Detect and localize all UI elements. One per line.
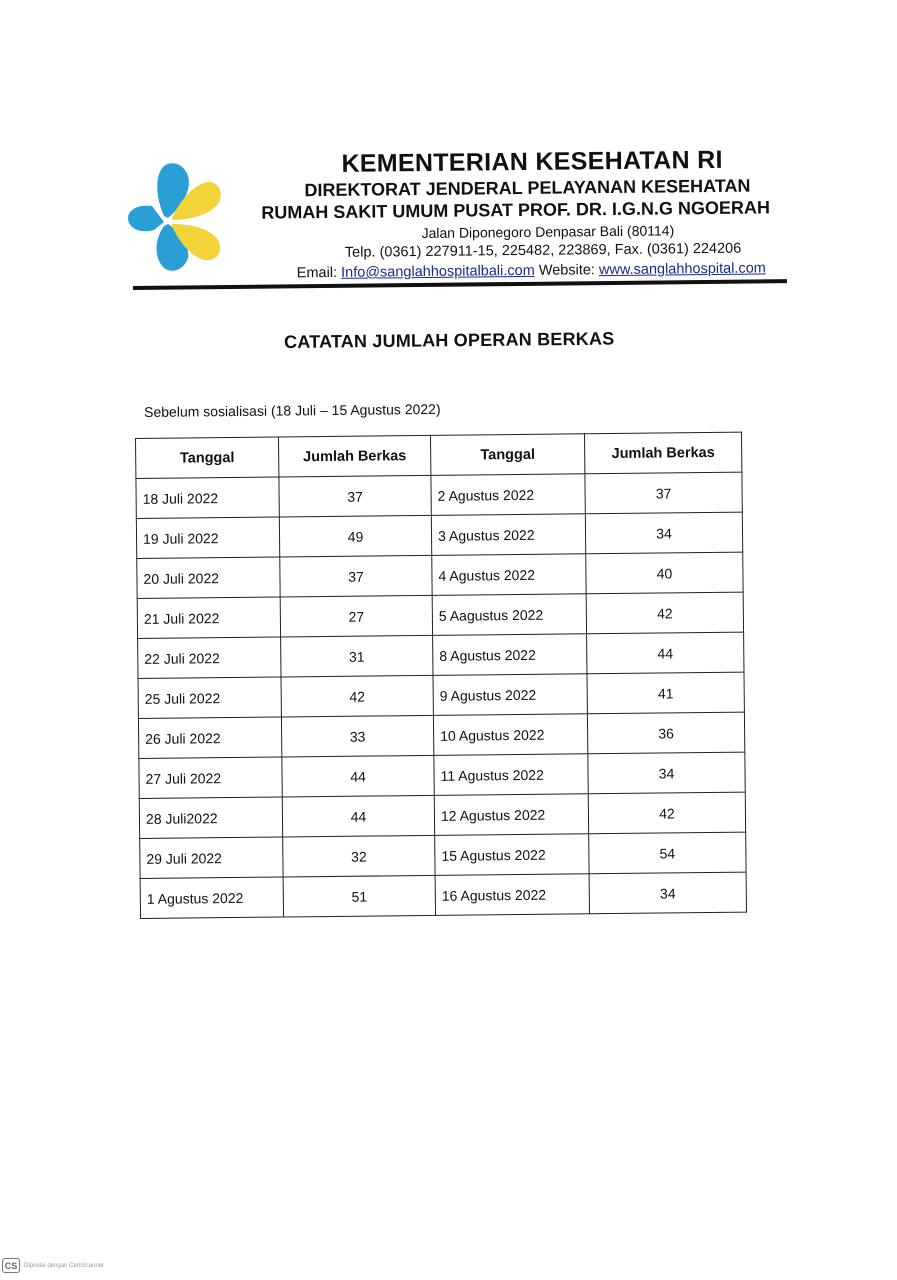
- hospital-phone: Telp. (0361) 227911-15, 225482, 223869, Fax. (0361) 224206: [344, 240, 742, 261]
- table-body: [136, 472, 747, 918]
- row-date-2: 15 Agustus 2022: [435, 834, 589, 876]
- table-header-row: [136, 432, 742, 478]
- header-date-2: Tanggal: [430, 434, 584, 476]
- records-table: [135, 432, 747, 919]
- row-count-1: 49: [279, 515, 431, 557]
- ministry-logo-icon: [124, 158, 228, 274]
- row-count-2: 34: [589, 872, 746, 914]
- table-row: [139, 792, 745, 838]
- row-count-2: 37: [585, 472, 742, 514]
- header-count-1: Jumlah Berkas: [278, 435, 430, 477]
- hospital-name: RUMAH SAKIT UMUM PUSAT PROF. DR. I.G.N.G NGOERAH: [261, 197, 771, 223]
- row-date-2: 16 Agustus 2022: [435, 874, 589, 916]
- row-date-1: 21 Juli 2022: [137, 597, 280, 638]
- row-count-2: 42: [586, 592, 743, 634]
- scanner-badge: CS: [2, 1258, 20, 1273]
- row-count-2: 44: [587, 632, 744, 674]
- row-count-2: 42: [588, 792, 745, 834]
- letterhead: [232, 144, 793, 284]
- row-date-2: 4 Agustus 2022: [432, 554, 586, 596]
- row-count-2: 40: [586, 552, 743, 594]
- scanner-text: Dipindai dengan CamScanner: [24, 1262, 105, 1269]
- row-date-1: 1 Agustus 2022: [140, 877, 283, 918]
- row-count-1: 37: [279, 475, 431, 517]
- row-date-1: 20 Juli 2022: [137, 557, 280, 598]
- row-date-1: 27 Juli 2022: [139, 757, 282, 798]
- row-date-2: 3 Agustus 2022: [431, 514, 585, 556]
- header-date-1: Tanggal: [136, 437, 279, 478]
- row-date-1: 28 Juli2022: [139, 797, 282, 838]
- document-title: CATATAN JUMLAH OPERAN BERKAS: [284, 328, 615, 352]
- website-label: Website:: [538, 262, 596, 279]
- table-row: [136, 472, 742, 518]
- hospital-address: Jalan Diponegoro Denpasar Bali (80114): [421, 222, 675, 242]
- period-caption: Sebelum sosialisasi (18 Juli – 15 Agustus 2022): [144, 400, 441, 420]
- header-count-2: Jumlah Berkas: [584, 432, 741, 474]
- row-count-2: 34: [588, 752, 745, 794]
- row-date-2: 8 Agustus 2022: [433, 634, 587, 676]
- row-date-1: 25 Juli 2022: [138, 677, 281, 718]
- row-count-1: 27: [280, 595, 432, 637]
- logo-blue-left-lobe: [128, 206, 164, 232]
- table-row: [140, 872, 746, 918]
- row-count-1: 44: [282, 755, 434, 797]
- table-row: [138, 672, 744, 718]
- table-row: [139, 752, 745, 798]
- table-row: [136, 512, 742, 558]
- row-count-2: 41: [587, 672, 744, 714]
- row-date-1: 19 Juli 2022: [136, 517, 279, 558]
- row-date-2: 12 Agustus 2022: [434, 794, 588, 836]
- email-link[interactable]: Info@sanglahhospitalbali.com: [341, 262, 535, 281]
- row-count-1: 51: [283, 875, 435, 917]
- row-count-1: 44: [282, 795, 434, 837]
- row-date-2: 10 Agustus 2022: [433, 714, 587, 756]
- table-row: [138, 712, 744, 758]
- ministry-name: KEMENTERIAN KESEHATAN RI: [341, 145, 723, 178]
- row-count-2: 54: [589, 832, 746, 874]
- table-row: [140, 832, 746, 878]
- row-date-1: 18 Juli 2022: [136, 477, 279, 518]
- row-count-1: 42: [281, 675, 433, 717]
- table-row: [137, 552, 743, 598]
- row-count-2: 34: [585, 512, 742, 554]
- row-date-2: 11 Agustus 2022: [434, 754, 588, 796]
- row-date-1: 22 Juli 2022: [138, 637, 281, 678]
- website-link[interactable]: www.sanglahhospital.com: [598, 260, 766, 279]
- row-date-2: 5 Aagustus 2022: [432, 594, 586, 636]
- row-count-2: 36: [587, 712, 744, 754]
- records-table-container: [135, 432, 746, 919]
- row-count-1: 31: [281, 635, 433, 677]
- table-row: [138, 632, 744, 678]
- scanner-watermark: [2, 1258, 104, 1273]
- directorate-name: DIREKTORAT JENDERAL PELAYANAN KESEHATAN: [304, 175, 751, 201]
- row-count-1: 37: [280, 555, 432, 597]
- table-row: [137, 592, 743, 638]
- row-count-1: 33: [281, 715, 433, 757]
- row-date-2: 9 Agustus 2022: [433, 674, 587, 716]
- email-label: Email:: [296, 264, 338, 282]
- row-date-2: 2 Agustus 2022: [431, 474, 585, 516]
- row-count-1: 32: [283, 835, 435, 877]
- row-date-1: 26 Juli 2022: [138, 717, 281, 758]
- row-date-1: 29 Juli 2022: [140, 837, 283, 878]
